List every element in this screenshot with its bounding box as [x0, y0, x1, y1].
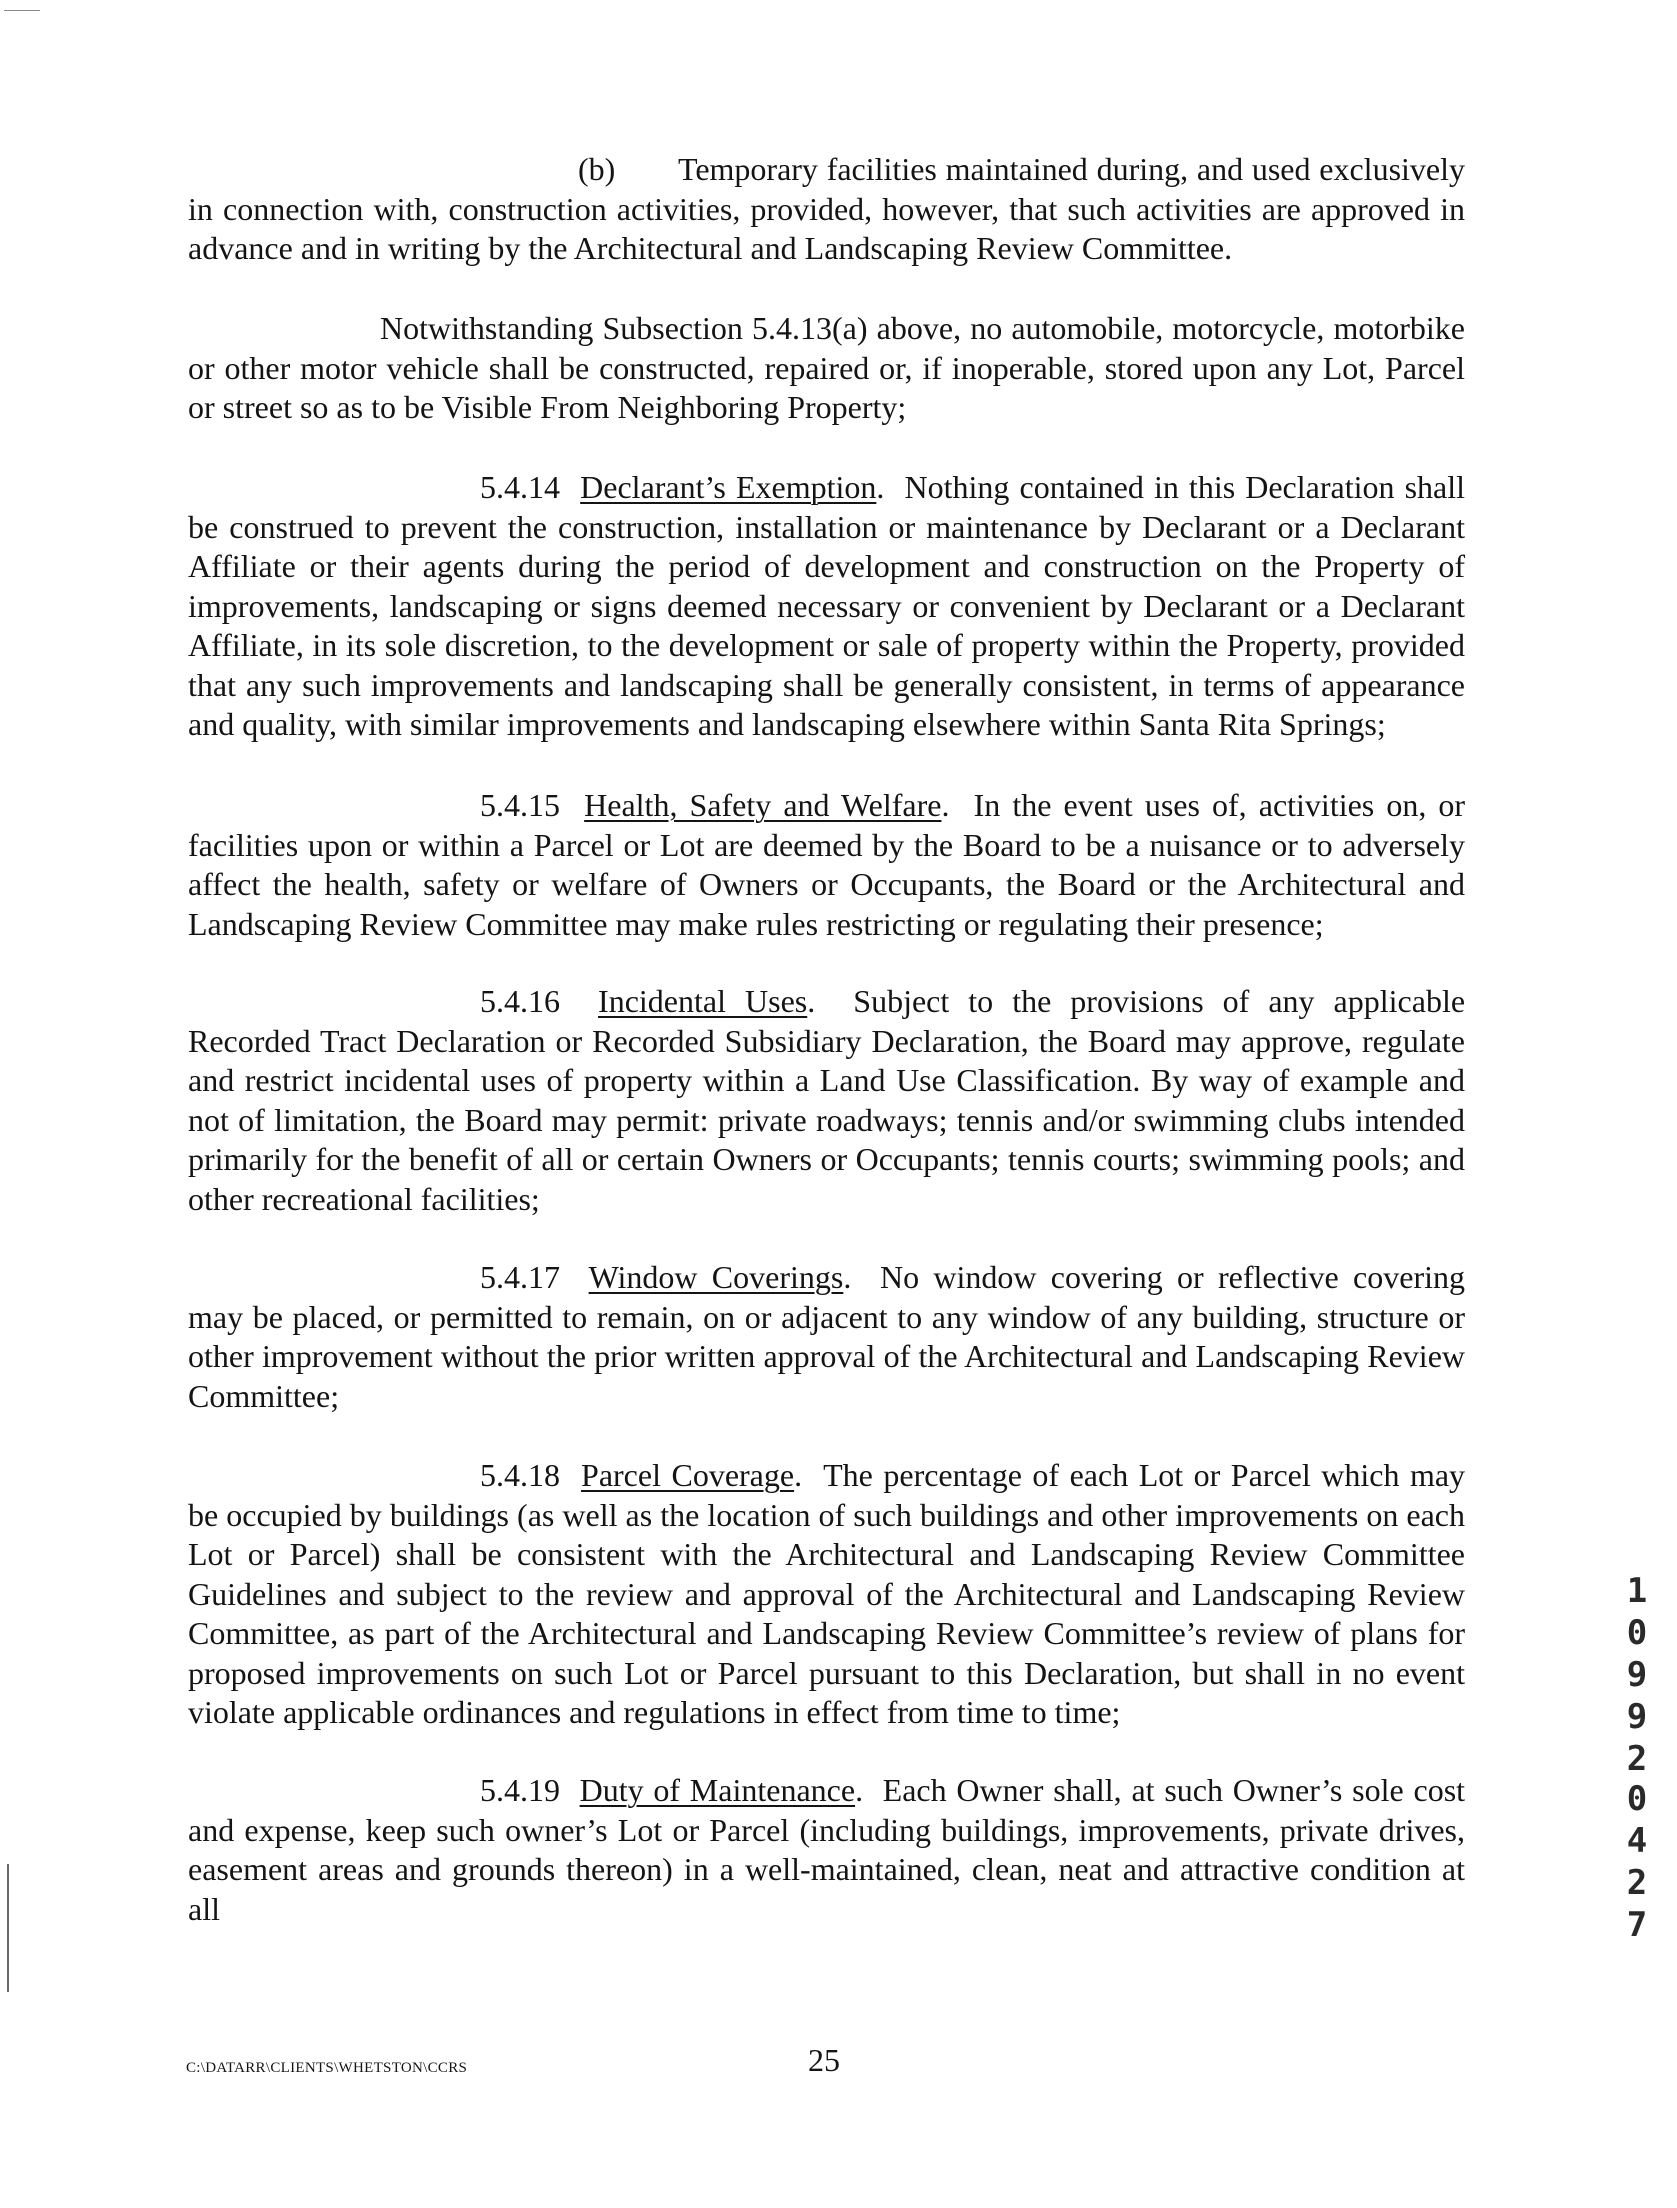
section-5-4-17: 5.4.17 Window Coverings. No window covering or reflective covering may be placed, or permitted to remain, on or adjacent to any window of any building, structure or other improvement without the prior written approval of the Architectural and Landscaping Review Committee; — [188, 1259, 1466, 1414]
subsection-b — [188, 150, 1465, 269]
section-5-4-18: 5.4.18 Parcel Coverage. The percentage of each Lot or Parcel which may be occupied by buildings (as well as the location of such buildings and other improvements on each Lot or Parcel) shall be consistent with the Architectural and Landscaping Review Committee Guidelines and subject to the review and approval of the Architectural and Landscaping Review Committee, as part of the Architectural and Landscaping Review Committee’s review of plans for proposed improvements on such Lot or Parcel pursuant to this Declaration, but shall in no event violate applicable ordinances and regulations in effect from time to time; — [188, 1457, 1466, 1730]
notwithstanding-paragraph — [188, 309, 1465, 428]
stamp-char: 2 — [1626, 1739, 1648, 1779]
subsection-text: Temporary facilities maintained during, and used exclusively in connection with, construction activities, provided, however, that such activities are approved in advance and in writing by the Architectural and Landscaping Review Committee. — [188, 151, 1465, 266]
recording-stamp-top — [1622, 1570, 1652, 1780]
stamp-char: 9 — [1626, 1697, 1648, 1737]
section-5-4-16: 5.4.16 Incidental Uses. Subject to the provisions of any applicable Recorded Tract Declaration or Recorded Subsidiary Declaration, the Board may approve, regulate and restrict incidental uses of property within a Land Use Classification. By way of example and not of limitation, the Board may permit: private roadways; tennis and/or swimming clubs intended primarily for the benefit of all or certain Owners or Occupants; tennis courts; swimming pools; and other recreational facilities; — [188, 983, 1466, 1217]
section-5-4-19: 5.4.19 Duty of Maintenance. Each Owner shall, at such Owner’s sole cost and expense, keep such owner’s Lot or Parcel (including buildings, improvements, private drives, easement areas and grounds thereon) in a well-maintained, clean, neat and attractive condition at all — [188, 1772, 1466, 1927]
section-text: Nothing contained in this Declaration shall be construed to prevent the construction, installation or maintenance by Declarant or a Declarant Affiliate or their agents during the period of development and construction on the Property of improvements, landscaping or signs deemed necessary or convenient by Declarant or a Declarant Affiliate, in its sole discretion, to the development or sale of property within the Property, provided that any such improvements and landscaping shall be generally consistent, in terms of appearance and quality, with similar improvements and landscaping elsewhere within Santa Rita Springs; — [188, 469, 1465, 742]
section-number: 5.4.15 — [480, 787, 560, 823]
stamp-char: 0 — [1626, 1779, 1648, 1819]
section-number: 5.4.17 — [480, 1259, 560, 1295]
section-heading: Declarant’s Exemption — [580, 469, 877, 505]
section-number: 5.4.19 — [480, 1772, 560, 1808]
section-number: 5.4.16 — [480, 983, 560, 1019]
section-5-4-15: 5.4.15 Health, Safety and Welfare. In the event uses of, activities on, or facilities upon or within a Parcel or Lot are deemed by the Board to be a nuisance or to adversely affect the health, safety or welfare of Owners or Occupants, the Board or the Architectural and Landscaping Review Committee may make rules restricting or regulating their presence; — [188, 787, 1466, 942]
recording-stamp-bottom — [1622, 1778, 1652, 1946]
section-heading: Duty of Maintenance — [579, 1772, 856, 1808]
section-heading: Parcel Coverage — [581, 1457, 795, 1493]
footer-file-path: C:\DATARR\CLIENTS\WHETSTON\CCRS — [186, 2060, 468, 2076]
section-heading: Health, Safety and Welfare — [584, 787, 942, 823]
subsection-label: (b) — [578, 151, 616, 187]
section-text: Subject to the provisions of any applicable Recorded Tract Declaration or Recorded Subsidiary Declaration, the Board may approve, regulate and restrict incidental uses of property within a Land Use Classification. By way of example and not of limitation, the Board may permit: private roadways; tennis and/or swimming clubs intended primarily for the benefit of all or certain Owners or Occupants; tennis courts; swimming pools; and other recreational facilities; — [188, 983, 1466, 1217]
section-number: 5.4.18 — [480, 1457, 560, 1493]
stamp-char: 7 — [1626, 1905, 1648, 1945]
page-number: 25 — [808, 2042, 840, 2078]
stamp-char: 4 — [1626, 1821, 1648, 1861]
stamp-char: 9 — [1626, 1655, 1648, 1695]
stamp-char: 0 — [1626, 1613, 1648, 1653]
stamp-char: 2 — [1626, 1863, 1648, 1903]
section-heading: Window Coverings — [588, 1259, 844, 1295]
section-heading: Incidental Uses — [598, 983, 808, 1019]
paragraph-text: Notwithstanding Subsection 5.4.13(a) above, no automobile, motorcycle, motorbike or other motor vehicle shall be constructed, repaired or, if inoperable, stored upon any Lot, Parcel or street so as to be Visible From Neighboring Property; — [188, 310, 1465, 425]
section-text: Each Owner shall, at such Owner’s sole cost and expense, keep such owner’s Lot or Parcel (including buildings, improvements, private drives, easement areas and grounds thereon) in a well-maintained, clean, neat and attractive condition at all — [188, 1772, 1466, 1927]
scan-artifact-left-bar — [7, 1864, 9, 1992]
section-text: The percentage of each Lot or Parcel which may be occupied by buildings (as well as the location of such buildings and other improvements on each Lot or Parcel) shall be consistent with the Architectural and Landscaping Review Committee Guidelines and subject to the review and approval of the Architectural and Landscaping Review Committee, as part of the Architectural and Landscaping Review Committee’s review of plans for proposed improvements on such Lot or Parcel pursuant to this Declaration, but shall in no event violate applicable ordinances and regulations in effect from time to time; — [188, 1457, 1466, 1730]
section-number: 5.4.14 — [480, 469, 560, 505]
section-5-4-14: 5.4.14 Declarant’s Exemption. Nothing contained in this Declaration shall be construed to prevent the construction, installation or maintenance by Declarant or a Declarant Affiliate or their agents during the period of development and construction on the Property of improvements, landscaping or signs deemed necessary or convenient by Declarant or a Declarant Affiliate, in its sole discretion, to the development or sale of property within the Property, provided that any such improvements and landscaping shall be generally consistent, in terms of appearance and quality, with similar improvements and landscaping elsewhere within Santa Rita Springs; — [188, 469, 1465, 742]
section-text: No window covering or reflective covering may be placed, or permitted to remain, on or adjacent to any window of any building, structure or other improvement without the prior written approval of the Architectural and Landscaping Review Committee; — [188, 1259, 1466, 1414]
section-text: In the event uses of, activities on, or facilities upon or within a Parcel or Lot are deemed by the Board to be a nuisance or to adversely affect the health, safety or welfare of Owners or Occupants, the Board or the Architectural and Landscaping Review Committee may make rules restricting or regulating their presence; — [188, 787, 1466, 942]
scan-artifact-top — [4, 10, 40, 11]
stamp-char: 1 — [1626, 1571, 1648, 1611]
